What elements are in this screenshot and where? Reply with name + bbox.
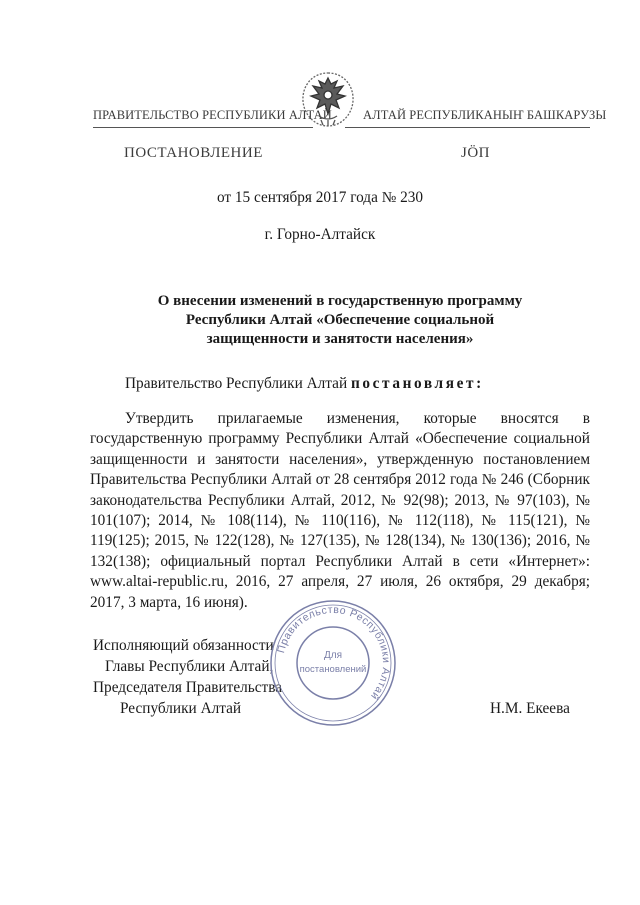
document-type-russian: ПОСТАНОВЛЕНИЕ — [124, 145, 263, 161]
title-line: О внесении изменений в государственную программу — [157, 293, 523, 309]
document-city: г. Горно-Алтайск — [264, 226, 376, 243]
official-stamp — [268, 598, 398, 728]
header-left-rule — [93, 127, 313, 128]
stamp-inner-line: постановлений — [299, 664, 367, 675]
right-organization-name: АЛТАЙ РЕСПУБЛИКАНЫҤ БАШКАРУЗЫ — [363, 108, 607, 122]
stamp-ring-text: Правительство Республики Алтай — [275, 603, 393, 703]
signature-line: Председателя Правительства — [93, 679, 283, 696]
stamp-inner-line: Для — [323, 650, 343, 661]
left-organization-name: ПРАВИТЕЛЬСТВО РЕСПУБЛИКИ АЛТАЙ — [93, 108, 332, 122]
decree-verb: постановляет: — [350, 375, 484, 392]
header-right-rule — [345, 127, 590, 128]
signature-line: Республики Алтай — [120, 700, 242, 717]
decree-line — [125, 374, 484, 393]
document-type-altai: ЈӦП — [461, 145, 491, 161]
signature-line: Главы Республики Алтай, — [105, 658, 274, 675]
body-paragraph: Утвердить прилагаемые изменения, которые вносятся в государственную программу Республики Алтай «Обеспечение социальной защищенности и занятости населения», утвержденную постановлением Правительства Республики Алтай от 28 сентября 2012 года № 246 (Сборник законодательства Республики Алтай, 2012, № 92(98); 2013, № 97(103), № 101(107); 2014, № 108(114), № 110(116), № 112(118), № 115(121), № 119(125); 2015, № 122(128), № 127(135), № 128(134), № 130(136); 2016, № 132(138); официальный портал Республики Алтай в сети «Интернет»: www.altai-republic.ru, 2016, 27 апреля, 27 июля, 26 октября, 29 декабря; 2017, 3 марта, 16 июня). — [90, 410, 590, 611]
signature-line: Исполняющий обязанности — [93, 637, 274, 654]
coat-of-arms-icon — [299, 68, 357, 130]
title-line: Республики Алтай «Обеспечение социальной — [185, 312, 495, 328]
document-date-number: от 15 сентября 2017 года № 230 — [216, 189, 424, 206]
decree-subject: Правительство Республики Алтай — [125, 375, 348, 392]
signatory-name: Н.М. Екеева — [490, 700, 570, 717]
title-line: защищенности и занятости населения» — [206, 331, 474, 347]
document-title — [90, 292, 590, 349]
